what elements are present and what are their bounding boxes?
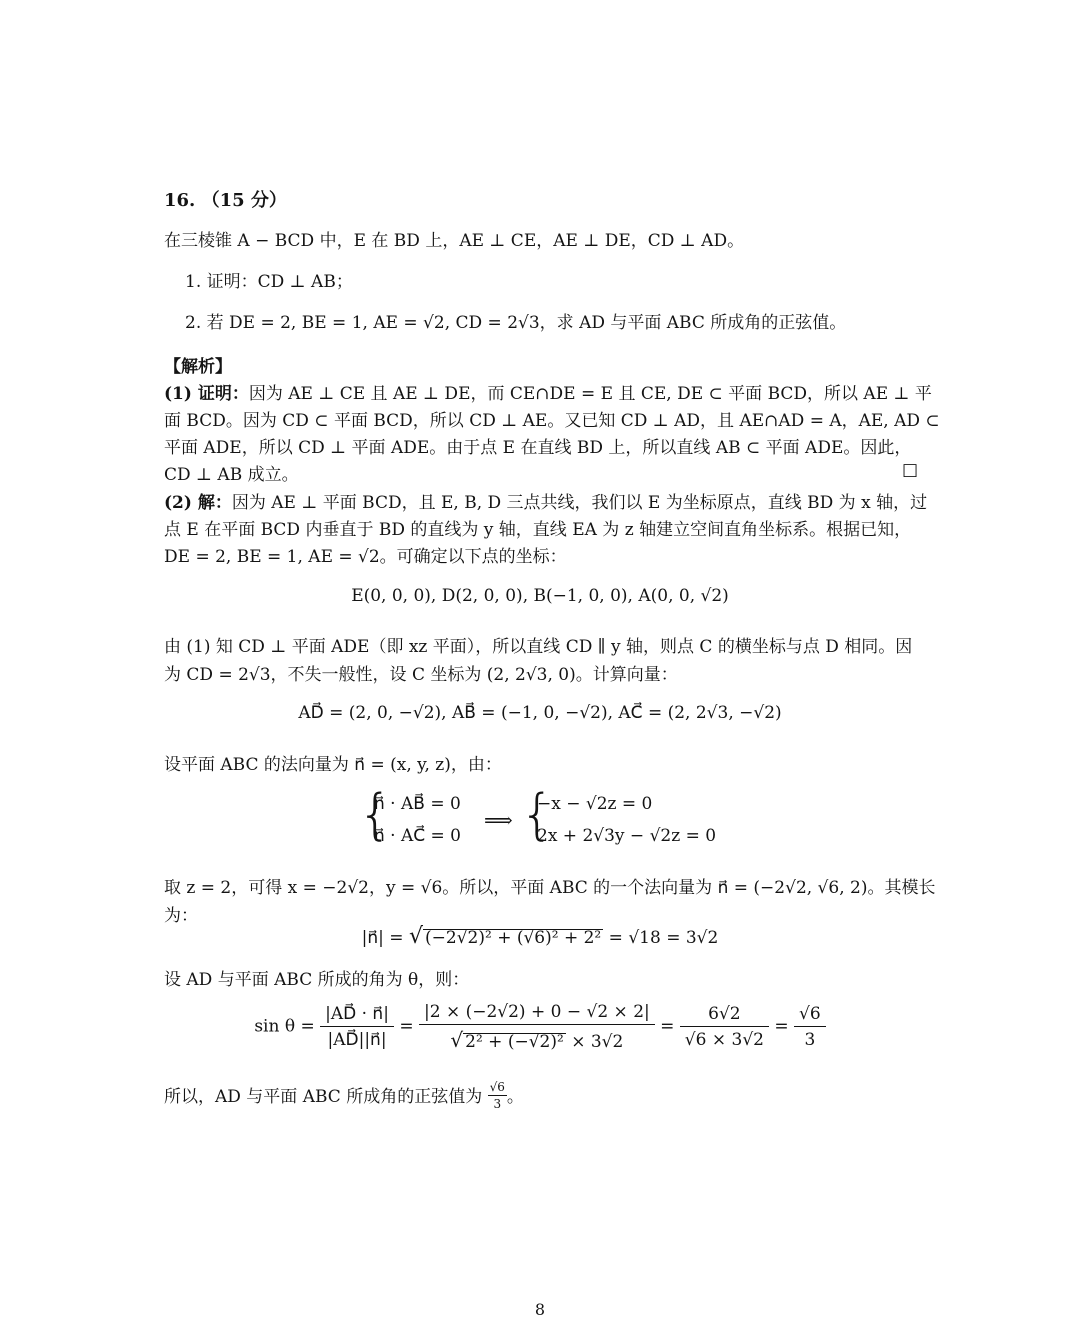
solution-heading: 【解析】 <box>164 357 232 377</box>
radical-sign-2: √ <box>450 1028 464 1052</box>
conclusion-period: 。 <box>506 1087 524 1107</box>
system-left-2: n⃗ · AC⃗ = 0 <box>374 826 462 846</box>
norm-radicand: (−2√2)² + (√6)² + 2² <box>425 928 602 948</box>
fraction-1 <box>320 1004 394 1050</box>
fraction-1-numerator: |AD⃗ · n⃗| <box>320 1004 394 1027</box>
part4-line-2: 为： <box>164 906 198 926</box>
normal-vector-intro: 设平面 ABC 的法向量为 n⃗ = (x, y, z)，由： <box>164 755 502 775</box>
right-brace: { <box>520 783 555 846</box>
part2-line-2: 点 E 在平面 BCD 内垂直于 BD 的直线为 y 轴，直线 EA 为 z 轴建立空间直角坐标系。根据已知， <box>164 520 912 540</box>
fraction-2-denominator <box>419 1025 655 1052</box>
fraction-2-radicand: 2² + (−√2)² <box>465 1032 564 1052</box>
part2-text-1: 因为 AE ⊥ 平面 BCD，且 E, B, D 三点共线，我们以 E 为坐标原点，直线 BD 为 x 轴，过 <box>231 493 928 513</box>
equals-1: = <box>399 1016 414 1037</box>
page-number: 8 <box>534 1300 546 1319</box>
conclusion-fraction-denominator: 3 <box>493 1097 502 1111</box>
fraction-3 <box>680 1004 769 1050</box>
system-right-1: −x − √2z = 0 <box>537 794 653 814</box>
part1-line-2: 面 BCD。因为 CD ⊂ 平面 BCD，所以 CD ⊥ AE。又已知 CD ⊥ AD，且 AE∩AD = A，AE, AD ⊂ <box>164 411 940 431</box>
fraction-2-numerator: |2 × (−2√2) + 0 − √2 × 2| <box>419 1002 655 1025</box>
part3-line-2: 为 CD = 2√3，不失一般性，设 C 坐标为 (2, 2√3, 0)。计算向量： <box>164 665 678 685</box>
question-1: 1. 证明：CD ⊥ AB； <box>185 272 353 292</box>
fraction-4-numerator: √6 <box>794 1004 826 1027</box>
fraction-3-numerator: 6√2 <box>680 1004 769 1027</box>
conclusion-text: 所以，AD 与平面 ABC 所成角的正弦值为 <box>164 1087 483 1107</box>
left-brace: { <box>358 783 393 846</box>
system-right-2: 2x + 2√3y − √2z = 0 <box>537 826 717 846</box>
part2-label: (2) 解： <box>164 493 232 513</box>
norm-equation <box>0 924 1080 949</box>
part3-line-1: 由 (1) 知 CD ⊥ 平面 ADE（即 xz 平面），所以直线 CD ∥ y 轴，则点 C 的横坐标与点 D 相同。因 <box>164 637 913 657</box>
conclusion-line <box>164 1080 524 1111</box>
part4-line-1: 取 z = 2，可得 x = −2√2，y = √6。所以，平面 ABC 的一个法向量为 n⃗ = (−2√2, √6, 2)。其模长 <box>164 878 936 898</box>
problem-stem: 在三棱锥 A − BCD 中，E 在 BD 上，AE ⊥ CE，AE ⊥ DE，CD ⊥ AD。 <box>164 231 745 251</box>
fraction-3-denominator: √6 × 3√2 <box>684 1030 764 1050</box>
part1-text-1: 因为 AE ⊥ CE 且 AE ⊥ DE，而 CE∩DE = E 且 CE, DE ⊂ 平面 BCD，所以 AE ⊥ 平 <box>248 384 932 404</box>
conclusion-fraction-numerator: √6 <box>489 1080 505 1094</box>
sine-lhs: sin θ = <box>254 1016 315 1037</box>
angle-intro: 设 AD 与平面 ABC 所成的角为 θ，则： <box>164 970 470 990</box>
part1-line-4: CD ⊥ AB 成立。 <box>164 465 299 485</box>
problem-header: 16. （15 分） <box>164 190 287 211</box>
fraction-2 <box>419 1002 655 1052</box>
part1-line-3: 平面 ADE，所以 CD ⊥ 平面 ADE。由于点 E 在直线 BD 上，所以直线 AB ⊂ 平面 ADE。因此， <box>164 438 912 458</box>
conclusion-fraction <box>488 1080 507 1111</box>
fraction-4 <box>794 1004 826 1050</box>
part2-line-3: DE = 2, BE = 1, AE = √2。可确定以下点的坐标： <box>164 547 567 567</box>
fraction-2-denominator-tail: × 3√2 <box>571 1032 624 1052</box>
system-left-1: n⃗ · AB⃗ = 0 <box>374 794 461 814</box>
part1-label: (1) 证明： <box>164 384 249 404</box>
question-2: 2. 若 DE = 2, BE = 1, AE = √2, CD = 2√3，求 AD 与平面 ABC 所成角的正弦值。 <box>185 313 847 333</box>
equals-3: = <box>774 1016 789 1037</box>
radical-sign: √ <box>408 924 423 949</box>
qed-box: □ <box>902 460 919 480</box>
fraction-1-denominator: |AD⃗||n⃗| <box>327 1030 387 1050</box>
equals-2: = <box>660 1016 675 1037</box>
vectors-equation: AD⃗ = (2, 0, −√2), AB⃗ = (−1, 0, −√2), AC⃗ = (2, 2√3, −√2) <box>298 703 782 723</box>
implies-arrow: ⟹ <box>484 808 513 832</box>
fraction-4-denominator: 3 <box>804 1030 816 1050</box>
sine-equation <box>0 1002 1080 1052</box>
coordinates-equation: E(0, 0, 0), D(2, 0, 0), B(−1, 0, 0), A(0, 0, √2) <box>351 586 729 606</box>
part2-line-1 <box>164 488 927 513</box>
part1-line-1 <box>164 379 932 404</box>
norm-lhs: |n⃗| = <box>361 928 404 948</box>
norm-rhs: = √18 = 3√2 <box>608 928 719 948</box>
